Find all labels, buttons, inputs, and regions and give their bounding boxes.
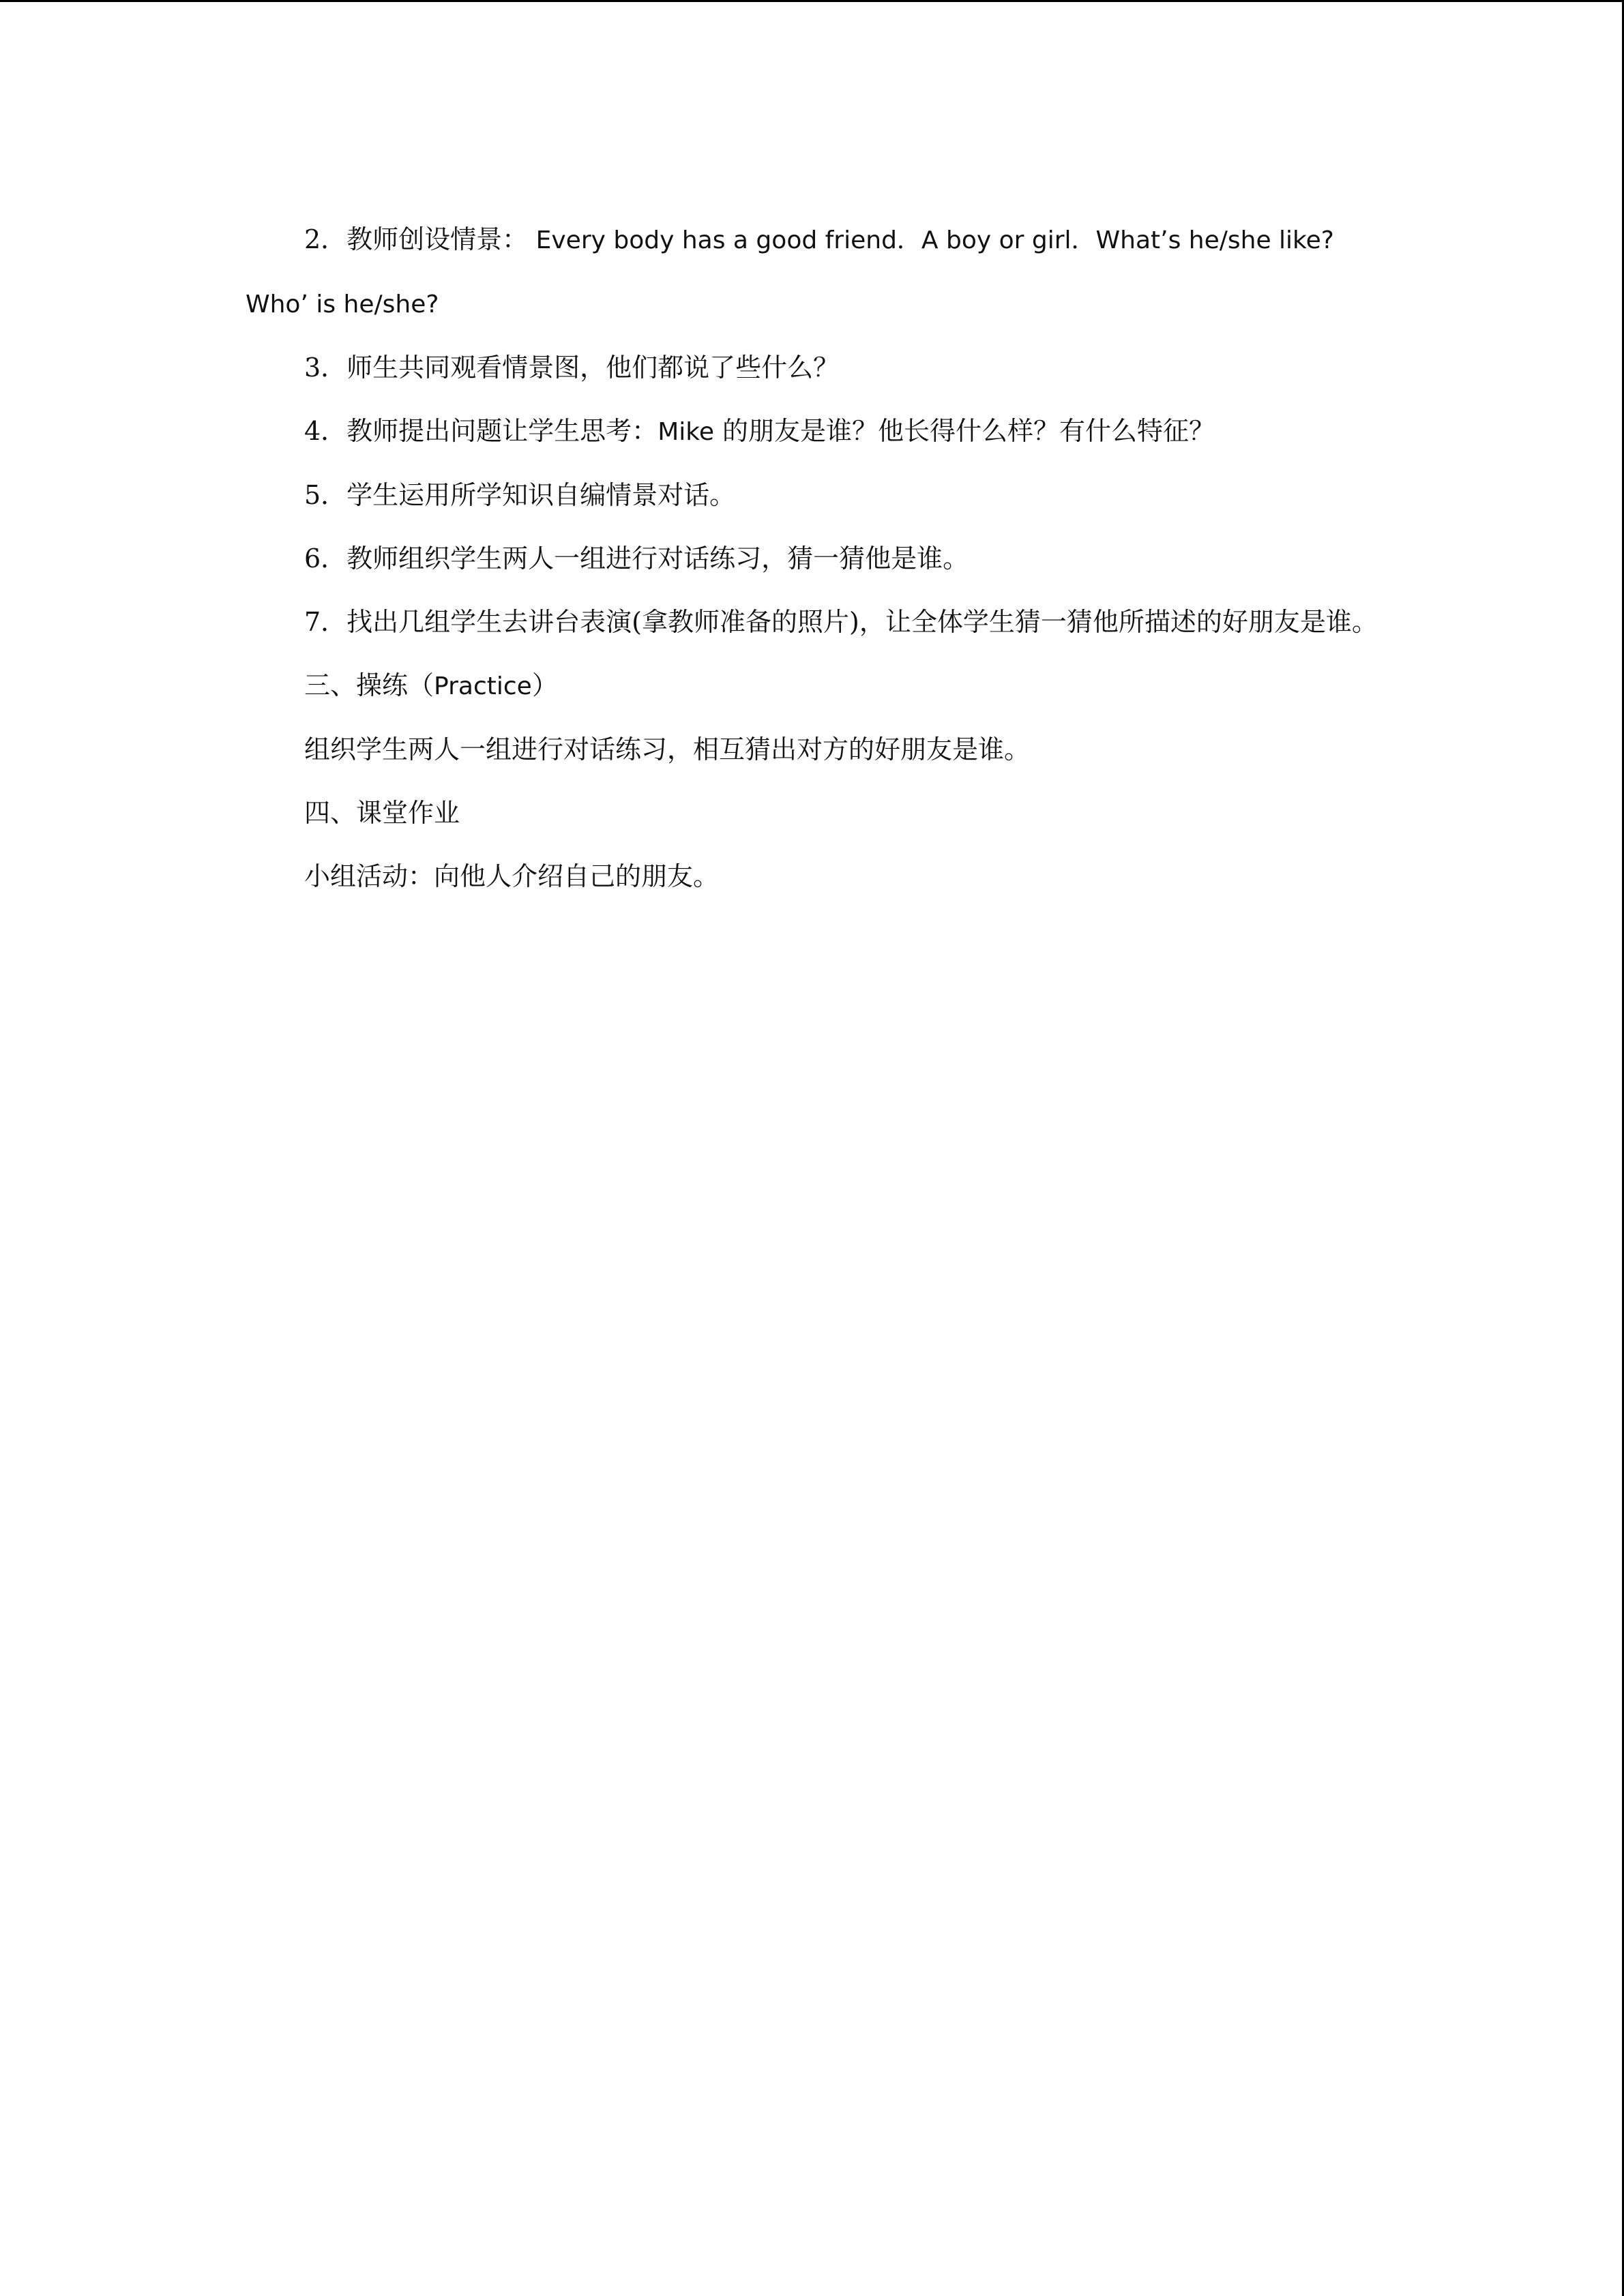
paragraph-4 xyxy=(246,464,1381,527)
paragraph-2-text-1: 3．师生共同观看情景图，他们都说了些什么？ xyxy=(304,353,840,383)
paragraph-1-text-1: 2．教师创设情景： xyxy=(304,224,529,254)
paragraph-1 xyxy=(246,208,1381,336)
paragraph-9 xyxy=(246,781,1381,845)
paragraph-3-text-2: Mike xyxy=(658,418,714,446)
paragraph-1-text-2: Every body has a good friend．A boy or girl．What’s he/she like? Who’ is he/she? xyxy=(246,226,1334,318)
paragraph-3-text-3: 的朋友是谁？他长得什么样？有什么特征？ xyxy=(713,416,1215,446)
paragraph-9-text-1: 四、课堂作业 xyxy=(304,798,460,828)
document-body xyxy=(246,208,1381,908)
paragraph-4-text-1: 5．学生运用所学知识自编情景对话。 xyxy=(304,480,736,510)
paragraph-6 xyxy=(246,591,1381,654)
paragraph-3-text-1: 4．教师提出问题让学生思考： xyxy=(304,416,658,446)
paragraph-5-text-1: 6．教师组织学生两人一组进行对话练习，猜一猜他是谁。 xyxy=(304,543,969,573)
paragraph-6-text-1: 7．找出几组学生去讲台表演(拿教师准备的照片)，让全体学生猜一猜他所描述的好朋友是谁。 xyxy=(304,607,1378,637)
paragraph-8 xyxy=(246,718,1381,781)
paragraph-2 xyxy=(246,336,1381,400)
paragraph-7 xyxy=(246,654,1381,718)
paragraph-7-text-3: ） xyxy=(531,670,558,700)
paragraph-5 xyxy=(246,527,1381,591)
paragraph-10-text-1: 小组活动：向他人介绍自己的朋友。 xyxy=(304,861,720,891)
paragraph-3 xyxy=(246,400,1381,464)
paragraph-10 xyxy=(246,845,1381,908)
page-top-border xyxy=(0,0,1624,2)
paragraph-7-text-1: 三、操练（ xyxy=(304,670,434,700)
paragraph-7-text-2: Practice xyxy=(434,672,532,700)
paragraph-8-text-1: 组织学生两人一组进行对话练习，相互猜出对方的好朋友是谁。 xyxy=(304,734,1031,764)
